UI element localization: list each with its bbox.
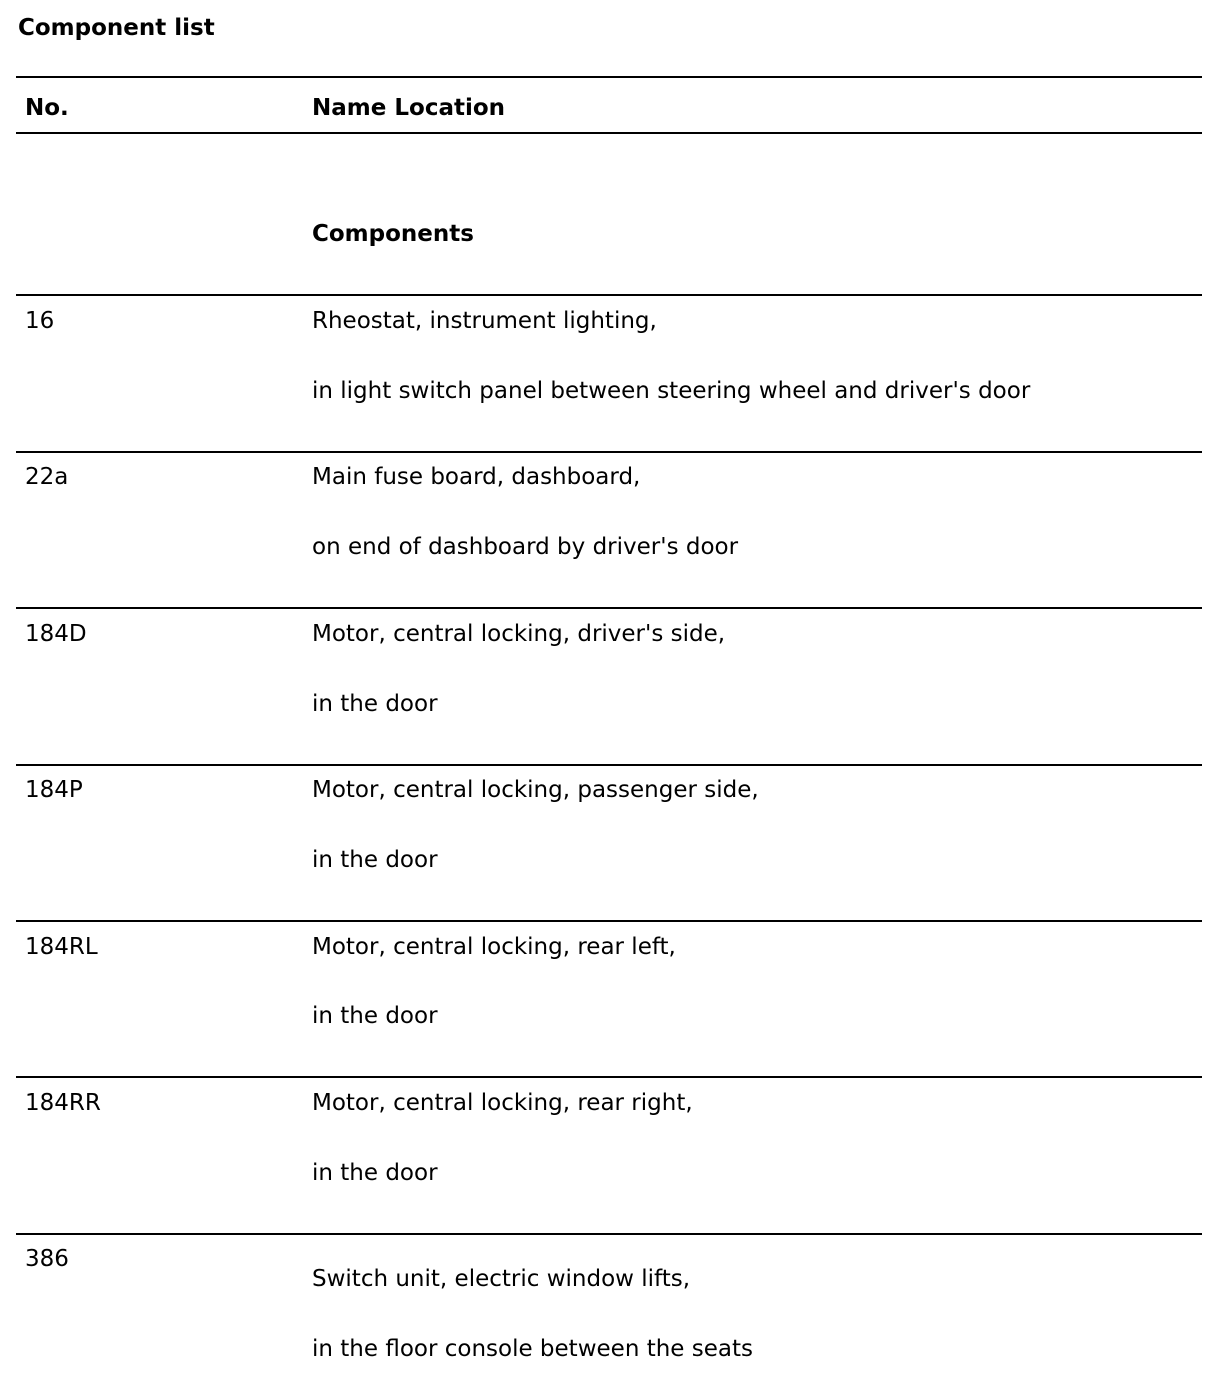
row-name: Motor, central locking, driver's side, <box>312 621 726 647</box>
row-rule <box>16 764 1202 766</box>
row-no: 184RL <box>25 934 98 960</box>
row-location: in the door <box>312 847 438 873</box>
row-location: in the floor console between the seats <box>312 1336 753 1362</box>
row-location: in light switch panel between steering wheel and driver's door <box>312 378 1031 404</box>
header-no: No. <box>25 95 69 121</box>
row-no: 184P <box>25 777 83 803</box>
row-location: on end of dashboard by driver's door <box>312 534 739 560</box>
table-top-rule <box>16 76 1202 78</box>
row-rule <box>16 451 1202 453</box>
row-name: Rheostat, instrument lighting, <box>312 308 657 334</box>
row-rule <box>16 1076 1202 1078</box>
row-rule <box>16 920 1202 922</box>
row-rule <box>16 607 1202 609</box>
header-bottom-rule <box>16 132 1202 134</box>
row-location: in the door <box>312 1160 438 1186</box>
row-no: 184RR <box>25 1090 101 1116</box>
row-name: Motor, central locking, rear left, <box>312 934 676 960</box>
row-rule <box>16 1233 1202 1235</box>
row-no: 16 <box>25 308 55 334</box>
row-rule <box>16 294 1202 296</box>
header-name: Name <box>312 95 387 121</box>
row-name: Main fuse board, dashboard, <box>312 464 641 490</box>
row-no: 22a <box>25 464 69 490</box>
header-location: Location <box>394 95 506 121</box>
row-no: 184D <box>25 621 87 647</box>
section-heading: Components <box>312 221 474 247</box>
row-name: Motor, central locking, passenger side, <box>312 777 759 803</box>
row-name: Switch unit, electric window lifts, <box>312 1266 691 1292</box>
row-no: 386 <box>25 1246 69 1272</box>
row-location: in the door <box>312 1003 438 1029</box>
row-name: Motor, central locking, rear right, <box>312 1090 693 1116</box>
header-name-location <box>312 93 505 123</box>
page-title: Component list <box>18 15 215 41</box>
row-location: in the door <box>312 691 438 717</box>
